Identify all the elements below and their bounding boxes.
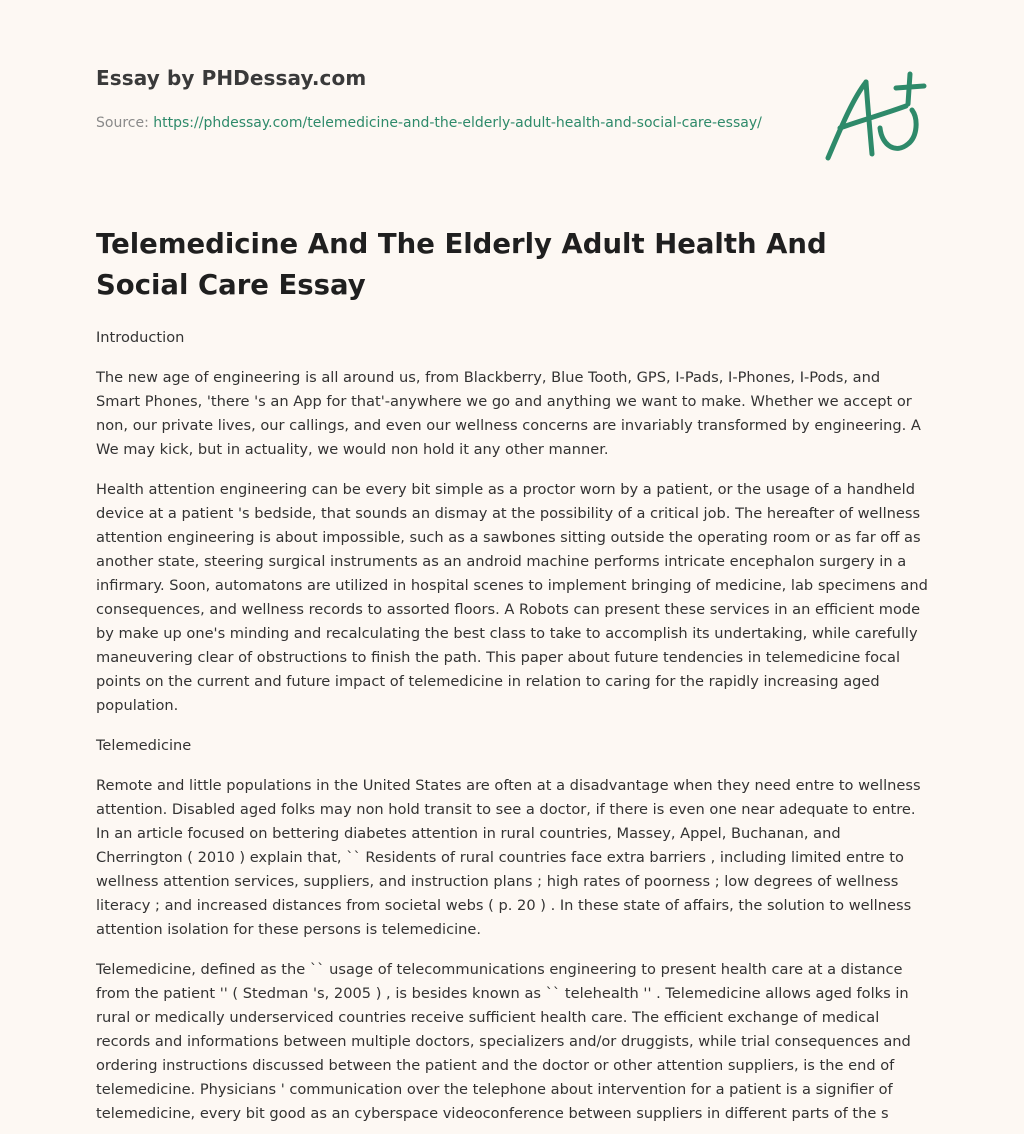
- section-heading-telemedicine: Telemedicine: [96, 737, 192, 754]
- paragraph-2: Health attention engineering can be every bit simple as a proctor worn by a patient, or the usage of a handheld device at a patient 's bedside, that sounds an dismay at the possibility of a critical job. The hereafter of wellness attention engineering is about impossible, such as a sawbones sitting outside the operating room or as far off as another state, steering surgical instruments as an android machine performs intricate encephalon surgery in a infirmary. Soon, automatons are utilized in hospital scenes to implement bringing of medicine, lab specimens and consequences, and wellness records to assorted floors. A Robots can present these services in an efficient mode by make up one's minding and recalculating the best class to take to accomplish its undertaking, while carefully maneuvering clear of obstructions to finish the path. This paper about future tendencies in telemedicine focal points on the current and future impact of telemedicine in relation to caring for the rapidly increasing aged population.: [96, 481, 928, 714]
- a-plus-logo-icon: [822, 70, 928, 166]
- source-link[interactable]: https://phdessay.com/telemedicine-and-the-elderly-adult-health-and-social-care-essay/: [153, 115, 762, 131]
- source-line: [96, 112, 776, 134]
- source-label: Source:: [96, 115, 154, 131]
- site-brand: Essay by PHDessay.com: [96, 66, 367, 90]
- paragraph-4: Telemedicine, defined as the `` usage of telecommunications engineering to present health care at a distance from the patient '' ( Stedman 's, 2005 ) , is besides known as `` telehealth '' . Telemedicine allows aged folks in rural or medically underserviced countries receive sufficient health care. The efficient exchange of medical records and informations between multiple doctors, specializers and/or druggists, while trial consequences and ordering instructions discussed between the patient and the doctor or other attention suppliers, is the end of telemedicine. Physicians ' communication over the telephone about intervention for a patient is a signifier of telemedicine, every bit good as an cyberspace videoconference between suppliers in different parts of the s: [96, 961, 911, 1122]
- essay-body: [96, 326, 928, 1122]
- paragraph-1: The new age of engineering is all around us, from Blackberry, Blue Tooth, GPS, I-Pads, I-Phones, I-Pods, and Smart Phones, 'there 's an App for that'-anywhere we go and anything we want to make. Whether we accept or non, our private lives, our callings, and even our wellness concerns are invariably transformed by engineering. A We may kick, but in actuality, we would non hold it any other manner.: [96, 369, 921, 458]
- essay-title: Telemedicine And The Elderly Adult Health And Social Care Essay: [96, 228, 827, 301]
- section-heading-introduction: Introduction: [96, 329, 185, 346]
- paragraph-3: Remote and little populations in the United States are often at a disadvantage when they need entre to wellness attention. Disabled aged folks may non hold transit to see a doctor, if there is even one near adequate to entre. In an article focused on bettering diabetes attention in rural countries, Massey, Appel, Buchanan, and Cherrington ( 2010 ) explain that, `` Residents of rural countries face extra barriers , including limited entre to wellness attention services, suppliers, and instruction plans ; high rates of poorness ; low degrees of wellness literacy ; and increased distances from societal webs ( p. 20 ) . In these state of affairs, the solution to wellness attention isolation for these persons is telemedicine.: [96, 777, 921, 938]
